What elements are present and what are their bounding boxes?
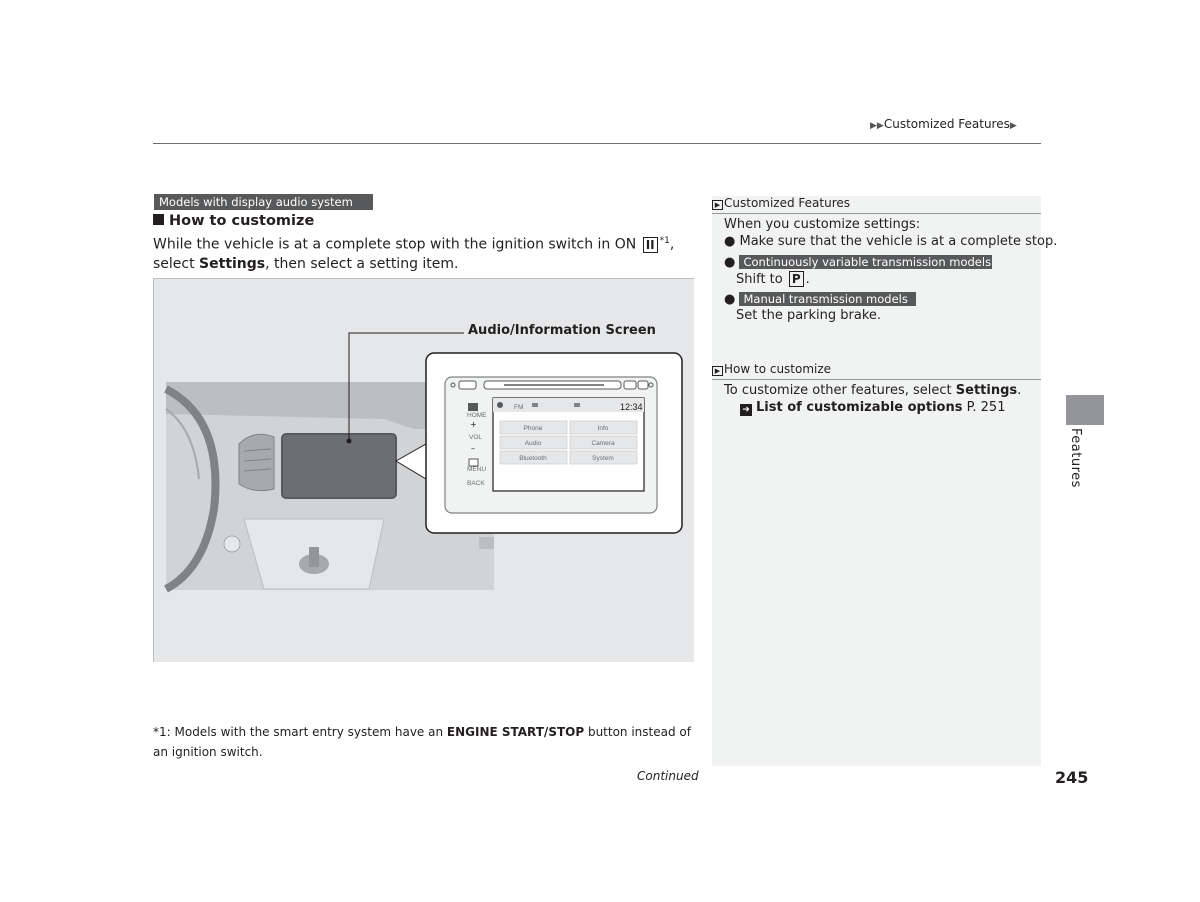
- side-label-home: HOME: [467, 412, 487, 419]
- continued-note: Continued: [637, 769, 699, 783]
- svg-text:+: +: [470, 420, 477, 429]
- screen-button-audio: Audio: [524, 440, 542, 447]
- reference-icon: ▶: [712, 366, 723, 376]
- sidebar-section1-title: [712, 196, 850, 210]
- cvt-models-tag: Continuously variable transmission models: [739, 255, 992, 269]
- side-label-menu: MENU: [467, 466, 487, 473]
- section2-text-end: .: [1017, 383, 1022, 398]
- sidebar-shift-to-p: [736, 271, 810, 287]
- sidebar-section2-title: [712, 362, 831, 376]
- dashboard-illustration: [153, 278, 694, 662]
- side-label-back: BACK: [467, 480, 485, 487]
- bullet-1-text: Make sure that the vehicle is at a complete stop.: [739, 234, 1058, 249]
- leader-dot: [347, 439, 352, 444]
- engine-start-stop-term: ENGINE START/STOP: [446, 725, 585, 739]
- instruction-text-3: , then select a setting item.: [265, 255, 459, 272]
- screen-button-info: Info: [597, 425, 609, 432]
- svg-text:–: –: [471, 444, 475, 453]
- section2-text-body: To customize other features, select: [724, 383, 956, 398]
- chapter-tab-marker: [1066, 395, 1104, 425]
- screen-button-bluetooth: Bluetooth: [519, 455, 547, 462]
- park-key: P: [789, 271, 804, 287]
- footnote-text-2: button instead of an ignition switch.: [153, 725, 691, 759]
- square-bullet-icon: [153, 214, 164, 225]
- ignition-on-key: II: [643, 237, 658, 253]
- instruction-text-1: While the vehicle is at a complete stop with the ignition switch in ON: [153, 236, 641, 253]
- section1-title-text: Customized Features: [724, 196, 851, 210]
- double-triangle-icon: ▶▶: [870, 121, 884, 131]
- screen-button-camera: Camera: [591, 440, 615, 447]
- instruction-text-2: , select: [153, 236, 675, 272]
- sidebar-intro: When you customize settings:: [724, 217, 921, 232]
- footnote-text-1: *1: Models with the smart entry system have an: [153, 725, 447, 739]
- breadcrumb: [870, 117, 1017, 131]
- shift-end: .: [805, 272, 810, 287]
- sidebar-bullet-3: [724, 292, 916, 307]
- screen-band: FM: [514, 404, 524, 411]
- screen-time: 12:34: [620, 402, 643, 412]
- side-label-vol: VOL: [469, 434, 483, 441]
- sidebar-section2-text: [724, 383, 1021, 398]
- sidebar-notes: [712, 196, 1058, 766]
- heading-text: How to customize: [169, 213, 315, 229]
- screen-button-system: System: [592, 455, 614, 462]
- cross-reference-page[interactable]: P. 251: [962, 400, 1006, 415]
- screen-button-phone: Phone: [523, 425, 543, 432]
- bullet-icon: ●: [724, 234, 740, 249]
- illustration-label: Audio/Information Screen: [468, 323, 656, 338]
- footnote: [153, 722, 698, 762]
- sidebar-bullet-1: [724, 234, 1057, 249]
- sidebar-rule-2: [712, 379, 1041, 380]
- sidebar-rule-1: [712, 213, 1041, 214]
- instruction-paragraph: [153, 232, 698, 274]
- shift-text: Shift to: [736, 272, 787, 287]
- header-divider: [153, 143, 1041, 144]
- sidebar-parking-brake: Set the parking brake.: [736, 308, 882, 323]
- center-screen: [282, 434, 396, 498]
- page-number: 245: [1055, 768, 1089, 787]
- bullet-icon: ●: [724, 255, 740, 270]
- chapter-tab-label: Features: [1068, 428, 1083, 488]
- footnote-mark: *1: [659, 236, 670, 246]
- sidebar-bullet-2: [724, 255, 992, 270]
- settings-term-sidebar: Settings: [955, 383, 1018, 398]
- air-vent: [239, 434, 274, 490]
- section-heading: [153, 213, 314, 229]
- models-tag: Models with display audio system: [154, 194, 373, 210]
- arrow-reference-icon: ➜: [740, 404, 752, 416]
- section2-title-text: How to customize: [724, 362, 832, 376]
- reference-icon: ▶: [712, 200, 723, 210]
- triangle-right-icon: ▶: [1009, 121, 1017, 131]
- settings-term: Settings: [199, 255, 266, 272]
- cross-reference-label[interactable]: List of customizable options: [756, 400, 963, 415]
- manual-models-tag: Manual transmission models: [739, 292, 916, 306]
- bullet-icon: ●: [724, 292, 740, 307]
- cross-reference-link[interactable]: [740, 400, 1005, 416]
- breadcrumb-label: Customized Features: [883, 117, 1010, 131]
